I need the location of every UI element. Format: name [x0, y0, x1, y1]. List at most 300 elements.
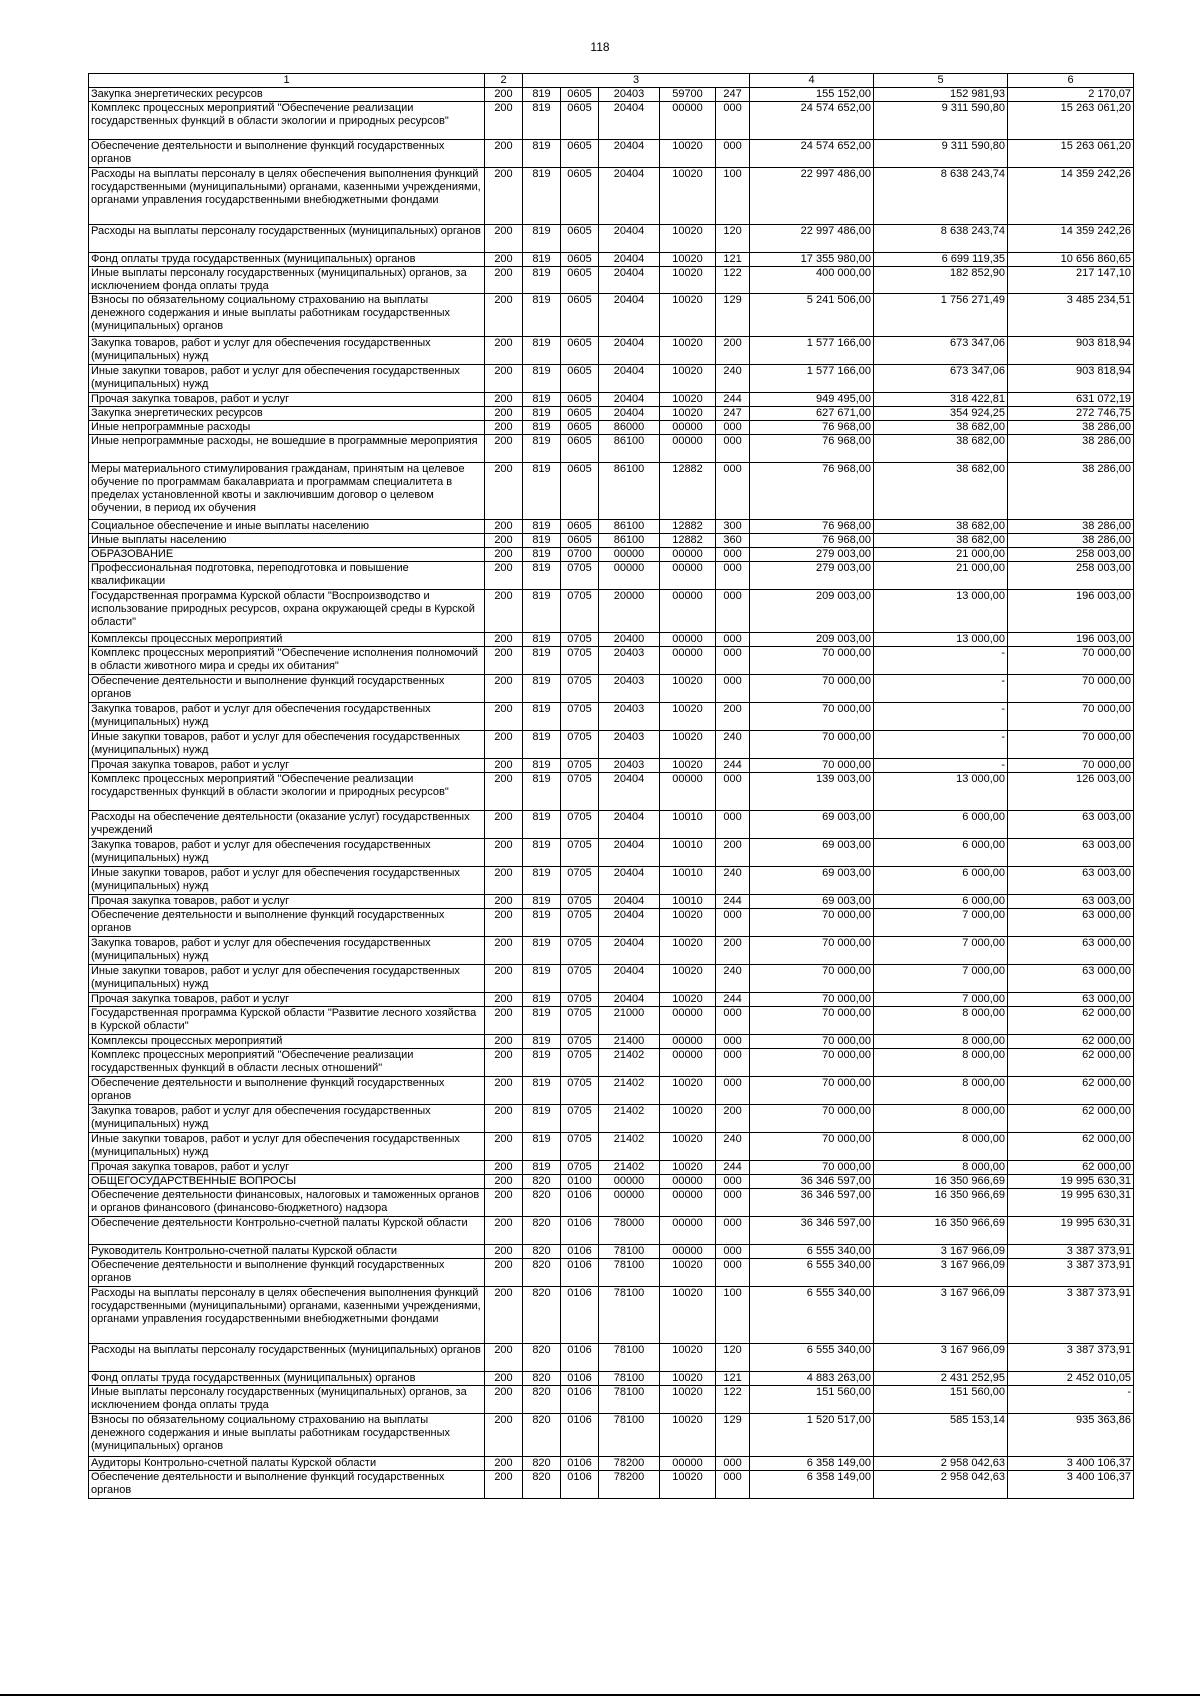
row-name: Руководитель Контрольно-счетной палаты Курской области: [89, 1245, 485, 1259]
code-section: 0106: [561, 1372, 599, 1386]
code-expense-type: 000: [716, 909, 750, 937]
code-section: 0705: [561, 937, 599, 965]
code-section: 0705: [561, 1133, 599, 1161]
amount-col-4: 70 000,00: [750, 1035, 874, 1049]
code-admin: 200: [485, 1035, 523, 1049]
amount-col-4: 70 000,00: [750, 759, 874, 773]
code-expense-type: 129: [716, 1414, 750, 1457]
code-expense-type: 200: [716, 337, 750, 365]
code-program: 20404: [599, 811, 660, 839]
amount-col-6: 62 000,00: [1008, 1007, 1134, 1035]
code-direction: 10020: [660, 294, 716, 337]
code-section: 0605: [561, 463, 599, 520]
amount-col-4: 6 358 149,00: [750, 1457, 874, 1471]
code-ministry: 819: [523, 895, 561, 909]
code-section: 0605: [561, 421, 599, 435]
code-expense-type: 000: [716, 562, 750, 590]
code-admin: 200: [485, 1077, 523, 1105]
code-section: 0705: [561, 590, 599, 633]
code-section: 0705: [561, 993, 599, 1007]
code-ministry: 819: [523, 1007, 561, 1035]
code-direction: 00000: [660, 590, 716, 633]
code-admin: 200: [485, 1471, 523, 1499]
table-row: [89, 140, 1134, 168]
table-row: [89, 1344, 1134, 1372]
code-direction: 10020: [660, 1414, 716, 1457]
code-ministry: 819: [523, 839, 561, 867]
row-name: Обеспечение деятельности и выполнение функций государственных органов: [89, 140, 485, 168]
code-program: 20404: [599, 225, 660, 253]
amount-col-5: 318 422,81: [874, 393, 1008, 407]
code-program: 86100: [599, 534, 660, 548]
code-admin: 200: [485, 811, 523, 839]
row-name: Прочая закупка товаров, работ и услуг: [89, 1161, 485, 1175]
code-ministry: 819: [523, 1161, 561, 1175]
code-section: 0705: [561, 811, 599, 839]
amount-col-6: 63 003,00: [1008, 895, 1134, 909]
amount-col-6: 62 000,00: [1008, 1049, 1134, 1077]
code-section: 0605: [561, 140, 599, 168]
table-row: [89, 88, 1134, 102]
amount-col-6: 19 995 630,31: [1008, 1217, 1134, 1245]
header-col-1: 1: [89, 74, 485, 88]
code-admin: 200: [485, 839, 523, 867]
amount-col-5: 3 167 966,09: [874, 1344, 1008, 1372]
code-direction: 10020: [660, 1386, 716, 1414]
code-direction: 00000: [660, 435, 716, 463]
amount-col-5: 8 000,00: [874, 1161, 1008, 1175]
table-row: [89, 1414, 1134, 1457]
code-direction: 00000: [660, 1049, 716, 1077]
code-direction: 00000: [660, 548, 716, 562]
code-ministry: 819: [523, 520, 561, 534]
table-row: [89, 993, 1134, 1007]
code-section: 0605: [561, 520, 599, 534]
code-direction: 10020: [660, 1471, 716, 1499]
amount-col-5: -: [874, 647, 1008, 675]
code-direction: 10020: [660, 1372, 716, 1386]
code-admin: 200: [485, 1007, 523, 1035]
code-admin: 200: [485, 895, 523, 909]
row-name: Обеспечение деятельности Контрольно-счетной палаты Курской области: [89, 1217, 485, 1245]
code-expense-type: 000: [716, 1035, 750, 1049]
amount-col-4: 36 346 597,00: [750, 1175, 874, 1189]
code-ministry: 819: [523, 534, 561, 548]
row-name: Комплекс процессных мероприятий "Обеспечение реализации государственных функций в области экологии и природных ресурсов": [89, 102, 485, 140]
amount-col-6: 903 818,94: [1008, 365, 1134, 393]
code-direction: 10020: [660, 965, 716, 993]
code-program: 20403: [599, 703, 660, 731]
code-direction: 10010: [660, 895, 716, 909]
row-name: Комплекс процессных мероприятий "Обеспечение исполнения полномочий в области животного мира и среды их обитания": [89, 647, 485, 675]
code-program: 78100: [599, 1245, 660, 1259]
code-direction: 10020: [660, 1344, 716, 1372]
amount-col-6: 14 359 242,26: [1008, 168, 1134, 225]
row-name: Профессиональная подготовка, переподготовка и повышение квалификации: [89, 562, 485, 590]
code-expense-type: 000: [716, 633, 750, 647]
code-program: 20404: [599, 267, 660, 294]
code-admin: 200: [485, 365, 523, 393]
row-name: Иные непрограммные расходы, не вошедшие в программные мероприятия: [89, 435, 485, 463]
code-direction: 10020: [660, 909, 716, 937]
code-program: 21402: [599, 1105, 660, 1133]
table-row: [89, 1189, 1134, 1217]
code-admin: 200: [485, 1386, 523, 1414]
code-ministry: 819: [523, 1077, 561, 1105]
code-admin: 200: [485, 225, 523, 253]
amount-col-5: 8 000,00: [874, 1035, 1008, 1049]
code-direction: 10020: [660, 993, 716, 1007]
code-direction: 00000: [660, 1457, 716, 1471]
code-direction: 10020: [660, 168, 716, 225]
table-row: [89, 562, 1134, 590]
code-expense-type: 122: [716, 1386, 750, 1414]
code-section: 0705: [561, 1007, 599, 1035]
code-ministry: 819: [523, 1035, 561, 1049]
code-program: 00000: [599, 548, 660, 562]
code-section: 0705: [561, 839, 599, 867]
row-name: Закупка товаров, работ и услуг для обеспечения государственных (муниципальных) нужд: [89, 1105, 485, 1133]
row-name: Комплексы процессных мероприятий: [89, 1035, 485, 1049]
code-ministry: 819: [523, 647, 561, 675]
code-admin: 200: [485, 562, 523, 590]
code-section: 0605: [561, 253, 599, 267]
amount-col-5: 13 000,00: [874, 590, 1008, 633]
code-direction: 00000: [660, 647, 716, 675]
code-direction: 10020: [660, 393, 716, 407]
code-admin: 200: [485, 1457, 523, 1471]
row-name: Расходы на выплаты персоналу в целях обеспечения выполнения функций государственными (муниципальными) органами, казенными учреждениями, органами управления государственными внебюджетными фондами: [89, 168, 485, 225]
amount-col-4: 36 346 597,00: [750, 1217, 874, 1245]
amount-col-5: 1 756 271,49: [874, 294, 1008, 337]
code-section: 0705: [561, 895, 599, 909]
code-program: 20000: [599, 590, 660, 633]
code-admin: 200: [485, 867, 523, 895]
code-program: 78200: [599, 1471, 660, 1499]
row-name: Иные выплаты персоналу государственных (муниципальных) органов, за исключением фонда оплаты труда: [89, 1386, 485, 1414]
code-program: 20404: [599, 140, 660, 168]
code-program: 20404: [599, 102, 660, 140]
code-direction: 10020: [660, 1287, 716, 1344]
code-admin: 200: [485, 253, 523, 267]
code-admin: 200: [485, 759, 523, 773]
code-expense-type: 240: [716, 731, 750, 759]
code-expense-type: 000: [716, 548, 750, 562]
code-ministry: 819: [523, 867, 561, 895]
table-row: [89, 1105, 1134, 1133]
code-expense-type: 121: [716, 1372, 750, 1386]
code-direction: 10020: [660, 1161, 716, 1175]
code-admin: 200: [485, 647, 523, 675]
code-admin: 200: [485, 1217, 523, 1245]
row-name: Иные закупки товаров, работ и услуг для обеспечения государственных (муниципальных) нужд: [89, 731, 485, 759]
code-expense-type: 240: [716, 1133, 750, 1161]
row-name: Обеспечение деятельности и выполнение функций государственных органов: [89, 1077, 485, 1105]
code-expense-type: 120: [716, 225, 750, 253]
code-section: 0705: [561, 867, 599, 895]
code-direction: 10020: [660, 140, 716, 168]
code-direction: 10010: [660, 811, 716, 839]
row-name: Взносы по обязательному социальному страхованию на выплаты денежного содержания и иные выплаты работникам государственных (муниципальных) органов: [89, 1414, 485, 1457]
row-name: Закупка энергетических ресурсов: [89, 407, 485, 421]
code-section: 0100: [561, 1175, 599, 1189]
amount-col-5: 38 682,00: [874, 534, 1008, 548]
amount-col-4: 69 003,00: [750, 839, 874, 867]
amount-col-5: 8 638 243,74: [874, 168, 1008, 225]
table-row: [89, 253, 1134, 267]
code-direction: 00000: [660, 773, 716, 811]
table-body: [89, 88, 1134, 1499]
code-direction: 00000: [660, 102, 716, 140]
amount-col-4: 70 000,00: [750, 993, 874, 1007]
code-expense-type: 000: [716, 675, 750, 703]
code-admin: 200: [485, 731, 523, 759]
code-section: 0705: [561, 965, 599, 993]
code-section: 0106: [561, 1287, 599, 1344]
code-direction: 10020: [660, 1105, 716, 1133]
amount-col-6: 70 000,00: [1008, 703, 1134, 731]
code-program: 78100: [599, 1372, 660, 1386]
row-name: Иные выплаты персоналу государственных (муниципальных) органов, за исключением фонда оплаты труда: [89, 267, 485, 294]
code-section: 0705: [561, 909, 599, 937]
code-section: 0705: [561, 675, 599, 703]
code-ministry: 819: [523, 731, 561, 759]
code-ministry: 820: [523, 1471, 561, 1499]
code-admin: 200: [485, 1161, 523, 1175]
amount-col-5: 16 350 966,69: [874, 1217, 1008, 1245]
code-ministry: 820: [523, 1344, 561, 1372]
code-direction: 59700: [660, 88, 716, 102]
amount-col-5: 3 167 966,09: [874, 1245, 1008, 1259]
row-name: Обеспечение деятельности и выполнение функций государственных органов: [89, 1259, 485, 1287]
code-expense-type: 244: [716, 895, 750, 909]
code-expense-type: 244: [716, 393, 750, 407]
row-name: Прочая закупка товаров, работ и услуг: [89, 993, 485, 1007]
code-direction: 10020: [660, 337, 716, 365]
code-expense-type: 121: [716, 253, 750, 267]
amount-col-4: 6 358 149,00: [750, 1471, 874, 1499]
row-name: Социальное обеспечение и иные выплаты населению: [89, 520, 485, 534]
header-col-2: 2: [485, 74, 523, 88]
code-program: 20404: [599, 337, 660, 365]
amount-col-6: 3 400 106,37: [1008, 1471, 1134, 1499]
amount-col-6: 258 003,00: [1008, 562, 1134, 590]
header-col-5: 5: [874, 74, 1008, 88]
code-expense-type: 247: [716, 407, 750, 421]
code-program: 20403: [599, 759, 660, 773]
code-ministry: 819: [523, 993, 561, 1007]
code-section: 0106: [561, 1471, 599, 1499]
code-ministry: 819: [523, 759, 561, 773]
amount-col-5: 673 347,06: [874, 337, 1008, 365]
amount-col-4: 6 555 340,00: [750, 1287, 874, 1344]
code-program: 20404: [599, 867, 660, 895]
code-admin: 200: [485, 140, 523, 168]
code-section: 0705: [561, 633, 599, 647]
amount-col-5: 38 682,00: [874, 463, 1008, 520]
code-section: 0700: [561, 548, 599, 562]
amount-col-4: 22 997 486,00: [750, 225, 874, 253]
table-row: [89, 965, 1134, 993]
row-name: Прочая закупка товаров, работ и услуг: [89, 393, 485, 407]
code-ministry: 819: [523, 294, 561, 337]
table-row: [89, 1386, 1134, 1414]
code-program: 78100: [599, 1259, 660, 1287]
code-section: 0605: [561, 267, 599, 294]
amount-col-4: 69 003,00: [750, 895, 874, 909]
table-row: [89, 1245, 1134, 1259]
code-ministry: 819: [523, 267, 561, 294]
table-row: [89, 703, 1134, 731]
code-admin: 200: [485, 1049, 523, 1077]
code-program: 78100: [599, 1287, 660, 1344]
code-section: 0605: [561, 393, 599, 407]
amount-col-6: 2 170,07: [1008, 88, 1134, 102]
code-ministry: 819: [523, 225, 561, 253]
page-bottom-rule: [0, 1694, 1200, 1696]
table-row: [89, 1217, 1134, 1245]
table-row: [89, 839, 1134, 867]
code-ministry: 819: [523, 435, 561, 463]
code-expense-type: 100: [716, 1287, 750, 1344]
amount-col-6: 63 000,00: [1008, 909, 1134, 937]
table-row: [89, 1287, 1134, 1344]
amount-col-6: 2 452 010,05: [1008, 1372, 1134, 1386]
code-program: 00000: [599, 1175, 660, 1189]
code-expense-type: 200: [716, 1105, 750, 1133]
code-section: 0106: [561, 1189, 599, 1217]
table-row: [89, 1035, 1134, 1049]
amount-col-5: 354 924,25: [874, 407, 1008, 421]
code-expense-type: 000: [716, 1189, 750, 1217]
code-admin: 200: [485, 590, 523, 633]
amount-col-5: -: [874, 759, 1008, 773]
code-ministry: 820: [523, 1217, 561, 1245]
row-name: Комплекс процессных мероприятий "Обеспечение реализации государственных функций в области лесных отношений": [89, 1049, 485, 1077]
header-row: [89, 74, 1134, 88]
amount-col-5: 8 000,00: [874, 1077, 1008, 1105]
code-section: 0605: [561, 88, 599, 102]
code-admin: 200: [485, 1287, 523, 1344]
row-name: Расходы на выплаты персоналу государственных (муниципальных) органов: [89, 225, 485, 253]
table-row: [89, 267, 1134, 294]
table-row: [89, 909, 1134, 937]
code-program: 21402: [599, 1049, 660, 1077]
code-program: 00000: [599, 1189, 660, 1217]
amount-col-4: 1 520 517,00: [750, 1414, 874, 1457]
amount-col-6: 3 387 373,91: [1008, 1259, 1134, 1287]
code-ministry: 820: [523, 1457, 561, 1471]
row-name: Закупка товаров, работ и услуг для обеспечения государственных (муниципальных) нужд: [89, 937, 485, 965]
code-program: 21402: [599, 1161, 660, 1175]
code-section: 0705: [561, 562, 599, 590]
row-name: Иные закупки товаров, работ и услуг для обеспечения государственных (муниципальных) нужд: [89, 965, 485, 993]
amount-col-5: 8 000,00: [874, 1007, 1008, 1035]
code-section: 0605: [561, 534, 599, 548]
table-row: [89, 1049, 1134, 1077]
amount-col-6: 63 000,00: [1008, 937, 1134, 965]
amount-col-4: 70 000,00: [750, 1049, 874, 1077]
amount-col-4: 69 003,00: [750, 867, 874, 895]
amount-col-5: -: [874, 675, 1008, 703]
code-section: 0605: [561, 294, 599, 337]
amount-col-6: 38 286,00: [1008, 534, 1134, 548]
code-admin: 200: [485, 520, 523, 534]
code-direction: 10010: [660, 839, 716, 867]
code-program: 20404: [599, 839, 660, 867]
amount-col-5: 8 638 243,74: [874, 225, 1008, 253]
code-expense-type: 000: [716, 1259, 750, 1287]
amount-col-6: 3 400 106,37: [1008, 1457, 1134, 1471]
code-admin: 200: [485, 393, 523, 407]
code-program: 86100: [599, 463, 660, 520]
code-direction: 00000: [660, 1217, 716, 1245]
code-ministry: 819: [523, 393, 561, 407]
row-name: Фонд оплаты труда государственных (муниципальных) органов: [89, 1372, 485, 1386]
amount-col-4: 70 000,00: [750, 965, 874, 993]
amount-col-6: 126 003,00: [1008, 773, 1134, 811]
code-ministry: 819: [523, 421, 561, 435]
code-expense-type: 000: [716, 435, 750, 463]
row-name: Расходы на обеспечение деятельности (оказание услуг) государственных учреждений: [89, 811, 485, 839]
code-expense-type: 247: [716, 88, 750, 102]
code-section: 0106: [561, 1245, 599, 1259]
code-expense-type: 360: [716, 534, 750, 548]
code-ministry: 819: [523, 140, 561, 168]
header-col-4: 4: [750, 74, 874, 88]
amount-col-6: 3 387 373,91: [1008, 1344, 1134, 1372]
table-row: [89, 1259, 1134, 1287]
code-admin: 200: [485, 168, 523, 225]
code-direction: 00000: [660, 421, 716, 435]
amount-col-4: 70 000,00: [750, 675, 874, 703]
code-direction: 00000: [660, 1007, 716, 1035]
code-expense-type: 000: [716, 1217, 750, 1245]
code-admin: 200: [485, 435, 523, 463]
amount-col-4: 4 883 263,00: [750, 1372, 874, 1386]
row-name: Меры материального стимулирования гражданам, принятым на целевое обучение по программам бакалавриата и программам специалитета в пределах установленной квоты и заключившим договор о целевом обучении, в период их обучения: [89, 463, 485, 520]
code-direction: 10020: [660, 365, 716, 393]
code-program: 20404: [599, 393, 660, 407]
amount-col-4: 24 574 652,00: [750, 140, 874, 168]
code-direction: 10020: [660, 407, 716, 421]
code-section: 0605: [561, 168, 599, 225]
table-row: [89, 421, 1134, 435]
table-row: [89, 393, 1134, 407]
code-direction: 00000: [660, 1189, 716, 1217]
row-name: Фонд оплаты труда государственных (муниципальных) органов: [89, 253, 485, 267]
row-name: Обеспечение деятельности и выполнение функций государственных органов: [89, 909, 485, 937]
row-name: Государственная программа Курской области "Развитие лесного хозяйства в Курской области": [89, 1007, 485, 1035]
code-ministry: 819: [523, 703, 561, 731]
amount-col-6: 217 147,10: [1008, 267, 1134, 294]
code-expense-type: 200: [716, 703, 750, 731]
amount-col-5: 38 682,00: [874, 520, 1008, 534]
amount-col-5: 8 000,00: [874, 1133, 1008, 1161]
code-program: 20403: [599, 647, 660, 675]
code-section: 0605: [561, 435, 599, 463]
table-row: [89, 102, 1134, 140]
amount-col-6: 62 000,00: [1008, 1105, 1134, 1133]
amount-col-5: 9 311 590,80: [874, 140, 1008, 168]
table-row: [89, 520, 1134, 534]
amount-col-6: 3 485 234,51: [1008, 294, 1134, 337]
code-expense-type: 000: [716, 1457, 750, 1471]
row-name: Закупка товаров, работ и услуг для обеспечения государственных (муниципальных) нужд: [89, 839, 485, 867]
code-section: 0705: [561, 1161, 599, 1175]
table-row: [89, 534, 1134, 548]
code-expense-type: 000: [716, 647, 750, 675]
